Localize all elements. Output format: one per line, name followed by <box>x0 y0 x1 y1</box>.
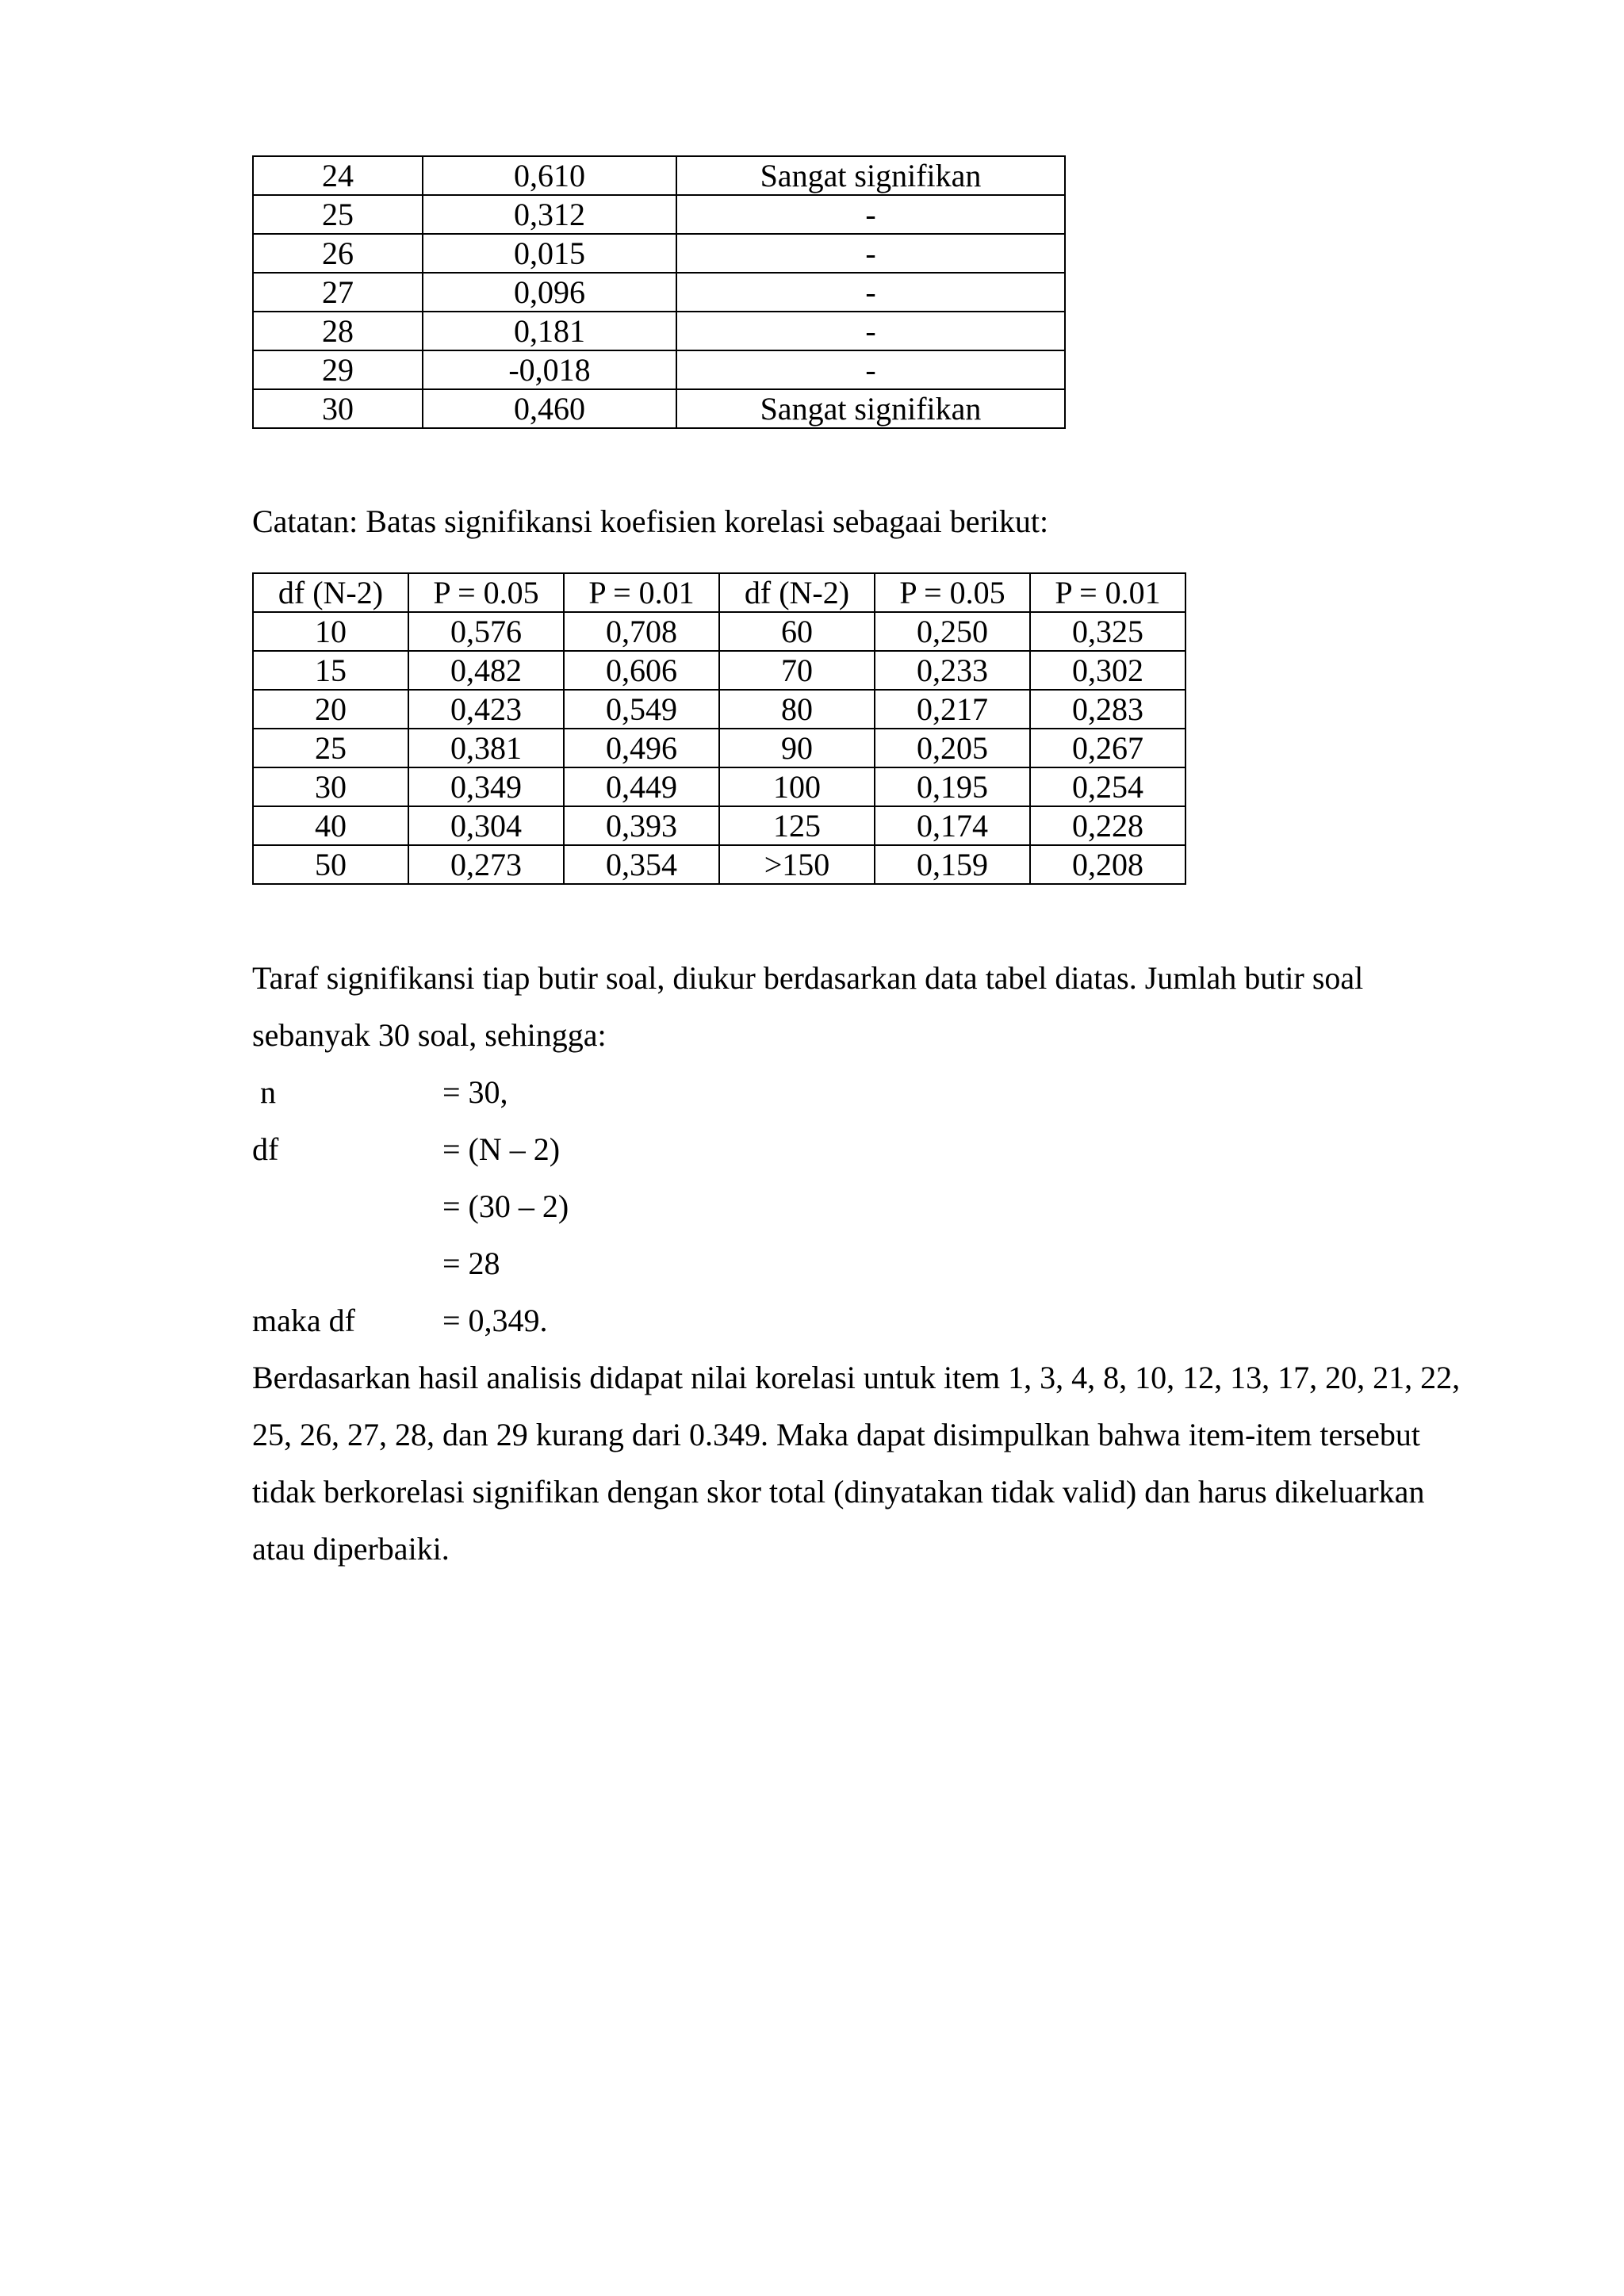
table-cell: Sangat signifikan <box>676 156 1065 195</box>
table-row <box>253 729 1185 767</box>
column-header: P = 0.05 <box>408 573 564 612</box>
table-row <box>253 845 1185 884</box>
table-row <box>253 806 1185 845</box>
table-row <box>253 612 1185 651</box>
item-correlation-table-body <box>253 156 1065 428</box>
table-cell: 0,304 <box>408 806 564 845</box>
table-cell: 0,283 <box>1030 690 1185 729</box>
table-cell: 100 <box>719 767 875 806</box>
table-cell: 10 <box>253 612 408 651</box>
table-cell: 30 <box>253 767 408 806</box>
table-cell: 0,250 <box>875 612 1030 651</box>
item-correlation-table <box>252 155 1066 429</box>
table-cell: 50 <box>253 845 408 884</box>
column-header: P = 0.01 <box>1030 573 1185 612</box>
table-cell: - <box>676 234 1065 273</box>
table-cell: 0,423 <box>408 690 564 729</box>
table-cell: 0,549 <box>564 690 719 729</box>
table-cell: 24 <box>253 156 423 195</box>
calc-label: n <box>252 1074 276 1110</box>
table-cell: - <box>676 195 1065 234</box>
table-cell: 0,381 <box>408 729 564 767</box>
table-cell: 0,393 <box>564 806 719 845</box>
intro-paragraph: Taraf signifikansi tiap butir soal, diukur berdasarkan data tabel diatas. Jumlah butir soal sebanyak 30 soal, sehingga: <box>252 960 1364 1053</box>
table-row <box>253 195 1065 234</box>
calc-value: = (N – 2) <box>442 1131 561 1167</box>
note-text: Catatan: Batas signifikansi koefisien korelasi sebagaai berikut: <box>252 503 1049 539</box>
conclusion-paragraph: Berdasarkan hasil analisis didapat nilai korelasi untuk item 1, 3, 4, 8, 10, 12, 13, 17, 20, 21, 22, 25, 26, 27, 28, dan 29 kurang dari 0.349. Maka dapat disimpulkan bahwa item-item tersebut tidak berkorelasi signifikan dengan skor total (dinyatakan tidak valid) dan harus dikeluarkan atau diperbaiki. <box>252 1360 1461 1567</box>
table-cell: 0,606 <box>564 651 719 690</box>
table-cell: 0,181 <box>423 312 676 350</box>
table-row <box>253 767 1185 806</box>
table-cell: 0,302 <box>1030 651 1185 690</box>
column-header: df (N-2) <box>719 573 875 612</box>
significance-limit-table-header <box>253 573 1185 612</box>
table-cell: 28 <box>253 312 423 350</box>
table-cell: 0,015 <box>423 234 676 273</box>
table-cell: 0,195 <box>875 767 1030 806</box>
table-cell: 90 <box>719 729 875 767</box>
table-cell: 70 <box>719 651 875 690</box>
column-header: df (N-2) <box>253 573 408 612</box>
table-cell: 25 <box>253 195 423 234</box>
table-row <box>253 350 1065 389</box>
table-row <box>253 690 1185 729</box>
table-cell: 0,349 <box>408 767 564 806</box>
table-row <box>253 273 1065 312</box>
significance-limit-table-body <box>253 612 1185 884</box>
table-cell: 0,482 <box>408 651 564 690</box>
calc-value: = 28 <box>442 1246 500 1281</box>
table-cell: 27 <box>253 273 423 312</box>
table-cell: Sangat signifikan <box>676 389 1065 428</box>
table-header-row <box>253 573 1185 612</box>
table-cell: 0,273 <box>408 845 564 884</box>
table-cell: 125 <box>719 806 875 845</box>
table-cell: 0,159 <box>875 845 1030 884</box>
table-cell: 30 <box>253 389 423 428</box>
calc-value: = 30, <box>442 1074 508 1110</box>
table-row <box>253 234 1065 273</box>
table-cell: - <box>676 273 1065 312</box>
calc-label: df <box>252 1131 279 1167</box>
table-cell: 20 <box>253 690 408 729</box>
table-row <box>253 389 1065 428</box>
calc-label: maka df <box>252 1303 355 1338</box>
table-row <box>253 156 1065 195</box>
table-cell: 40 <box>253 806 408 845</box>
table-cell: 80 <box>719 690 875 729</box>
column-header: P = 0.01 <box>564 573 719 612</box>
table-cell: 0,312 <box>423 195 676 234</box>
table-cell: 0,449 <box>564 767 719 806</box>
table-cell: 25 <box>253 729 408 767</box>
table-cell: 0,228 <box>1030 806 1185 845</box>
table-cell: 60 <box>719 612 875 651</box>
table-cell: 0,096 <box>423 273 676 312</box>
table-cell: - <box>676 350 1065 389</box>
table-row <box>253 651 1185 690</box>
table-cell: 0,460 <box>423 389 676 428</box>
table-cell: 0,205 <box>875 729 1030 767</box>
table-cell: 0,233 <box>875 651 1030 690</box>
table-cell: 0,708 <box>564 612 719 651</box>
table-cell: 0,354 <box>564 845 719 884</box>
table-row <box>253 312 1065 350</box>
table-cell: 0,267 <box>1030 729 1185 767</box>
table-cell: 0,208 <box>1030 845 1185 884</box>
table-cell: 0,217 <box>875 690 1030 729</box>
table-cell: - <box>676 312 1065 350</box>
column-header: P = 0.05 <box>875 573 1030 612</box>
table-cell: 0,174 <box>875 806 1030 845</box>
significance-limit-table <box>252 572 1186 885</box>
table-cell: 0,576 <box>408 612 564 651</box>
table-cell: >150 <box>719 845 875 884</box>
table-cell: 0,325 <box>1030 612 1185 651</box>
calc-value: = 0,349. <box>442 1303 548 1338</box>
table-cell: 0,610 <box>423 156 676 195</box>
table-cell: 29 <box>253 350 423 389</box>
table-cell: -0,018 <box>423 350 676 389</box>
table-cell: 0,496 <box>564 729 719 767</box>
table-cell: 15 <box>253 651 408 690</box>
table-cell: 0,254 <box>1030 767 1185 806</box>
table-cell: 26 <box>253 234 423 273</box>
calc-value: = (30 – 2) <box>442 1188 569 1224</box>
